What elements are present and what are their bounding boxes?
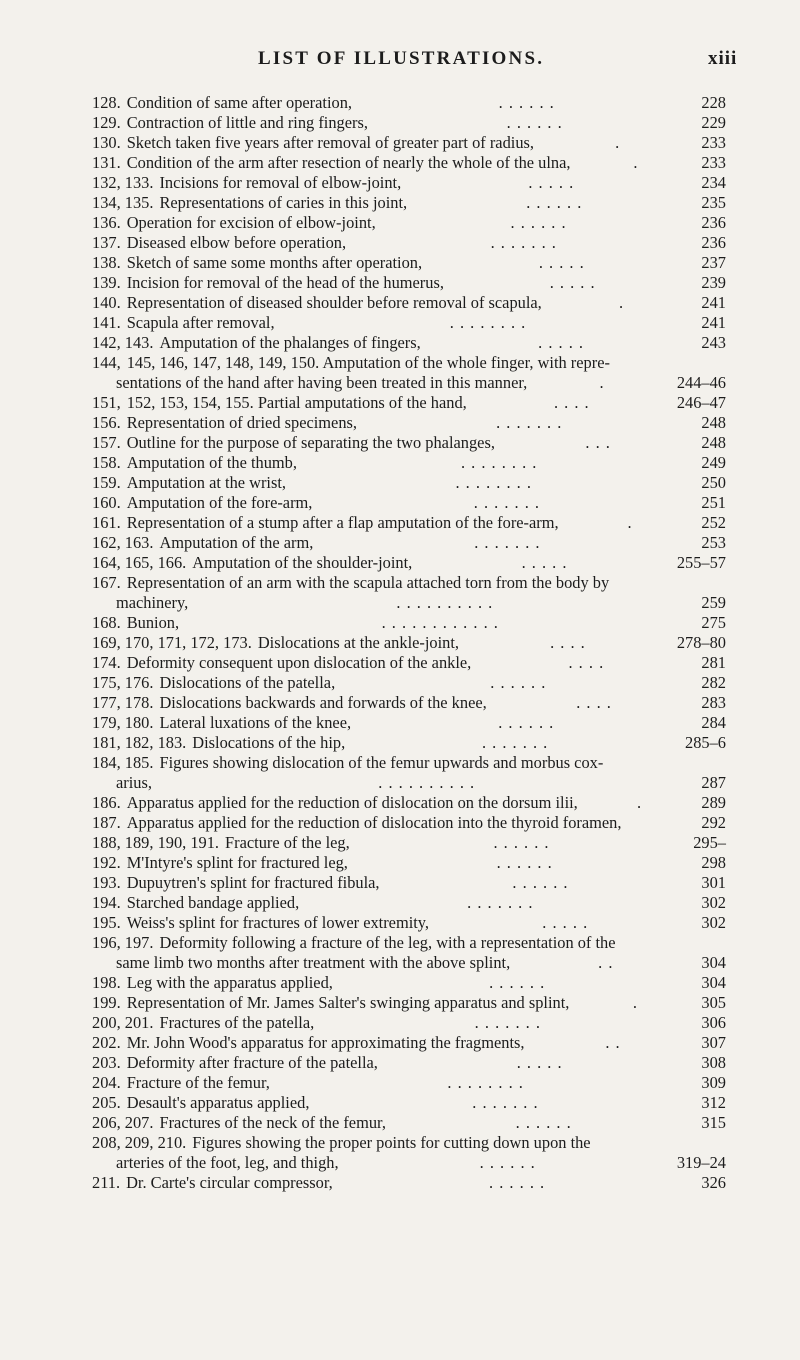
figure-caption: Amputation at the wrist, <box>126 473 287 492</box>
page-reference: 248 <box>701 413 726 432</box>
figure-caption: Operation for excision of elbow-joint, <box>126 213 376 232</box>
figure-caption: Outline for the purpose of separating the two phalanges, <box>126 433 495 452</box>
dot-leader: . . . <box>585 433 611 452</box>
list-item <box>0 413 800 433</box>
figure-caption: Desault's apparatus applied, <box>126 1093 310 1112</box>
list-item <box>0 293 800 313</box>
figure-number: 186. <box>92 793 121 812</box>
list-item <box>0 253 800 273</box>
figure-number: 129. <box>92 113 121 132</box>
figure-number: 159. <box>92 473 121 492</box>
figure-number: 200, 201. <box>92 1013 154 1032</box>
list-item <box>0 333 800 353</box>
dot-leader: . . . . . . . <box>472 1093 539 1112</box>
list-item <box>0 913 800 933</box>
figure-caption: Lateral luxations of the knee, <box>159 713 352 732</box>
figure-number: 211. <box>92 1173 121 1192</box>
list-item <box>0 193 800 213</box>
page-reference: 241 <box>701 313 726 332</box>
list-item <box>0 213 800 233</box>
figure-caption: Dislocations backwards and forwards of the knee, <box>159 693 487 712</box>
list-item <box>0 513 800 533</box>
page-reference: 239 <box>701 273 726 292</box>
figure-caption: Dupuytren's splint for fractured fibula, <box>126 873 380 892</box>
figure-caption: Dislocations at the ankle-joint, <box>257 633 460 652</box>
figure-number: 164, 165, 166. <box>92 553 187 572</box>
figure-caption: Representation of a stump after a flap amputation of the fore-arm, <box>126 513 559 532</box>
figure-caption: Amputation of the arm, <box>159 533 314 552</box>
list-item <box>0 533 800 553</box>
list-item <box>0 173 800 193</box>
figure-caption-continuation: arteries of the foot, leg, and thigh, <box>116 1153 339 1172</box>
page-reference: 246–47 <box>676 393 726 412</box>
figure-caption: Fracture of the leg, <box>225 833 350 852</box>
figure-caption-continuation: same limb two months after treatment with the above splint, <box>116 953 511 972</box>
page-reference: 319–24 <box>676 1153 726 1172</box>
page-reference: 285–6 <box>685 733 726 752</box>
figure-number: 193. <box>92 873 121 892</box>
figure-number: 179, 180. <box>92 713 154 732</box>
list-item <box>0 433 800 453</box>
figure-caption: Representation of dried specimens, <box>126 413 357 432</box>
figure-number: 156. <box>92 413 121 432</box>
figure-number: 162, 163. <box>92 533 154 552</box>
figure-number: 169, 170, 171, 172, 173. <box>92 633 252 652</box>
figure-caption-continuation: arius, <box>116 773 152 792</box>
figure-caption: Figures showing dislocation of the femur upwards and morbus cox- <box>159 753 604 772</box>
list-item <box>0 1013 800 1033</box>
page-reference: 298 <box>701 853 726 872</box>
dot-leader: . . . . . . . . . . <box>378 773 476 792</box>
figure-caption: Sketch taken five years after removal of greater part of radius, <box>126 133 534 152</box>
list-item <box>0 993 800 1013</box>
figure-number: 204. <box>92 1073 121 1092</box>
list-item <box>0 633 800 653</box>
page-reference: 235 <box>701 193 726 212</box>
page-reference: 304 <box>701 953 726 972</box>
list-item <box>0 973 800 993</box>
figure-caption: Fractures of the patella, <box>159 1013 315 1032</box>
dot-leader: . <box>632 993 638 1012</box>
dot-leader: . . . . . . . <box>474 533 541 552</box>
figure-number: 131. <box>92 153 121 172</box>
page-reference: 253 <box>701 533 726 552</box>
page-reference: 289 <box>701 793 726 812</box>
figure-number: 202. <box>92 1033 121 1052</box>
list-item <box>0 853 800 873</box>
page-reference: 307 <box>701 1033 726 1052</box>
figure-caption: Apparatus applied for the reduction of dislocation on the dorsum ilii, <box>126 793 578 812</box>
dot-leader: . . . . <box>553 393 590 412</box>
figure-caption: Amputation of the shoulder-joint, <box>192 553 413 572</box>
page-reference: 236 <box>701 233 726 252</box>
list-item <box>0 273 800 293</box>
dot-leader: . . . . . <box>538 253 585 272</box>
list-item <box>0 353 800 393</box>
page-reference: 283 <box>701 693 726 712</box>
page-reference: 292 <box>701 813 726 832</box>
dot-leader: . <box>615 133 621 152</box>
figure-number: 140. <box>92 293 121 312</box>
figure-caption: Representation of an arm with the scapula attached torn from the body by <box>126 573 610 592</box>
dot-leader: . . . . <box>576 693 612 712</box>
dot-leader: . . . . . <box>516 1053 563 1072</box>
illustrations-list <box>0 93 800 1193</box>
list-item <box>0 313 800 333</box>
figure-number: 134, 135. <box>92 193 154 212</box>
page-reference: 233 <box>701 133 726 152</box>
page-reference: 305 <box>701 993 726 1012</box>
figure-number: 196, 197. <box>92 933 154 952</box>
list-item <box>0 153 800 173</box>
page-reference: 284 <box>701 713 726 732</box>
page-reference: 295– <box>693 833 726 852</box>
page-reference: 287 <box>701 773 726 792</box>
page-reference: 312 <box>701 1093 726 1112</box>
figure-number: 128. <box>92 93 121 112</box>
list-item <box>0 613 800 633</box>
page-reference: 259 <box>701 593 726 612</box>
figure-number: 192. <box>92 853 121 872</box>
figure-number: 206, 207. <box>92 1113 154 1132</box>
figure-caption: Bunion, <box>126 613 180 632</box>
figure-number: 174. <box>92 653 121 672</box>
figure-caption: Apparatus applied for the reduction of dislocation into the thyroid foramen, <box>126 813 622 832</box>
figure-number: 168. <box>92 613 121 632</box>
figure-number: 205. <box>92 1093 121 1112</box>
list-item <box>0 573 800 613</box>
page-reference: 309 <box>701 1073 726 1092</box>
dot-leader: . . <box>598 953 614 972</box>
dot-leader: . . . . . . . . . . . . <box>381 613 499 632</box>
dot-leader: . <box>599 373 605 392</box>
figure-caption: Deformity following a fracture of the leg, with a representation of the <box>159 933 616 952</box>
figure-caption: Fractures of the neck of the femur, <box>159 1113 386 1132</box>
list-item <box>0 673 800 693</box>
figure-number: 144, <box>92 353 121 372</box>
list-item <box>0 933 800 973</box>
figure-number: 181, 182, 183. <box>92 733 187 752</box>
figure-number: 177, 178. <box>92 693 154 712</box>
dot-leader: . . . . . <box>538 333 585 352</box>
page-reference: 228 <box>701 93 726 112</box>
list-item <box>0 1133 800 1173</box>
page-reference: 229 <box>701 113 726 132</box>
dot-leader: . <box>637 793 643 812</box>
dot-leader: . . . . . . . . <box>449 313 527 332</box>
figure-number: 157. <box>92 433 121 452</box>
dot-leader: . . . . . . <box>506 113 563 132</box>
list-item <box>0 793 800 813</box>
figure-number: 208, 209, 210. <box>92 1133 187 1152</box>
list-item <box>0 1173 800 1193</box>
dot-leader: . . . . . . . <box>473 493 541 512</box>
figure-number: 198. <box>92 973 121 992</box>
figure-caption: Fracture of the femur, <box>126 1073 270 1092</box>
page-reference: 302 <box>701 913 726 932</box>
dot-leader: . . . . . . . <box>496 413 563 432</box>
dot-leader: . . . . . . <box>489 1173 546 1192</box>
figure-caption: Amputation of the phalanges of fingers, <box>159 333 421 352</box>
figure-caption-continuation: sentations of the hand after having been treated in this manner, <box>116 373 528 392</box>
list-item <box>0 93 800 113</box>
dot-leader: . . . . . . <box>498 93 555 112</box>
list-item <box>0 713 800 733</box>
dot-leader: . . . . . . . <box>481 733 549 752</box>
list-item <box>0 693 800 713</box>
page-number: xiii <box>708 48 738 69</box>
figure-number: 194. <box>92 893 121 912</box>
list-item <box>0 1093 800 1113</box>
figure-caption: Contraction of little and ring fingers, <box>126 113 368 132</box>
figure-number: 151, <box>92 393 121 412</box>
dot-leader: . . . . . . <box>490 673 547 692</box>
page-reference: 308 <box>701 1053 726 1072</box>
figure-caption: Figures showing the proper points for cutting down upon the <box>192 1133 591 1152</box>
dot-leader: . . . . . <box>528 173 575 192</box>
running-head <box>0 48 800 78</box>
page-reference: 248 <box>701 433 726 452</box>
list-item <box>0 753 800 793</box>
figure-caption: Incision for removal of the head of the humerus, <box>126 273 444 292</box>
figure-number: 195. <box>92 913 121 932</box>
figure-number: 167. <box>92 573 121 592</box>
figure-number: 161. <box>92 513 121 532</box>
page-reference: 236 <box>701 213 726 232</box>
page-reference: 241 <box>701 293 726 312</box>
figure-number: 187. <box>92 813 121 832</box>
figure-caption-continuation: machinery, <box>116 593 189 612</box>
dot-leader: . . . . . . <box>496 853 553 872</box>
figure-number: 188, 189, 190, 191. <box>92 833 220 852</box>
page-reference: 250 <box>701 473 726 492</box>
page-reference: 249 <box>701 453 726 472</box>
figure-caption: Sketch of same some months after operation, <box>126 253 423 272</box>
page-reference: 243 <box>701 333 726 352</box>
page-title: LIST OF ILLUSTRATIONS. <box>258 48 545 69</box>
page-reference: 251 <box>701 493 726 512</box>
figure-number: 203. <box>92 1053 121 1072</box>
figure-caption: 152, 153, 154, 155. Partial amputations of the hand, <box>126 393 467 412</box>
figure-caption: Representations of caries in this joint, <box>159 193 408 212</box>
figure-number: 141. <box>92 313 121 332</box>
list-item <box>0 813 800 833</box>
dot-leader: . . . . . . . <box>490 233 557 252</box>
list-item <box>0 473 800 493</box>
list-item <box>0 1073 800 1093</box>
figure-number: 175, 176. <box>92 673 154 692</box>
page-reference: 237 <box>701 253 726 272</box>
page-reference: 278–80 <box>676 633 726 652</box>
list-item <box>0 393 800 413</box>
dot-leader: . . . . . . <box>498 713 555 732</box>
page-reference: 281 <box>701 653 726 672</box>
figure-caption: Incisions for removal of elbow-joint, <box>159 173 402 192</box>
list-item <box>0 233 800 253</box>
list-item <box>0 113 800 133</box>
dot-leader: . . . . . <box>549 273 596 292</box>
dot-leader: . . . . . . . . <box>455 473 532 492</box>
dot-leader: . <box>627 513 633 532</box>
dot-leader: . <box>633 153 639 172</box>
list-item <box>0 493 800 513</box>
figure-caption: Mr. John Wood's apparatus for approximating the fragments, <box>126 1033 525 1052</box>
dot-leader: . . . . . . . <box>474 1013 541 1032</box>
list-item <box>0 553 800 573</box>
page-reference: 315 <box>701 1113 726 1132</box>
list-item <box>0 453 800 473</box>
list-item <box>0 1053 800 1073</box>
list-item <box>0 733 800 753</box>
figure-caption: Condition of the arm after resection of nearly the whole of the ulna, <box>126 153 571 172</box>
figure-number: 136. <box>92 213 121 232</box>
figure-caption: Diseased elbow before operation, <box>126 233 347 252</box>
figure-caption: Weiss's splint for fractures of lower extremity, <box>126 913 430 932</box>
figure-number: 158. <box>92 453 121 472</box>
figure-caption: Scapula after removal, <box>126 313 275 332</box>
dot-leader: . . . . . <box>542 913 589 932</box>
list-item <box>0 1033 800 1053</box>
dot-leader: . . . . . . <box>510 213 567 232</box>
dot-leader: . . . . . . <box>489 973 546 992</box>
figure-caption: Representation of diseased shoulder before removal of scapula, <box>126 293 542 312</box>
page-reference: 252 <box>701 513 726 532</box>
page-reference: 255–57 <box>676 553 726 572</box>
dot-leader: . . . . . . <box>526 193 583 212</box>
page-reference: 282 <box>701 673 726 692</box>
list-item <box>0 873 800 893</box>
dot-leader: . . <box>605 1033 621 1052</box>
figure-caption: 145, 146, 147, 148, 149, 150. Amputation of the whole finger, with repre- <box>126 353 610 372</box>
dot-leader: . . . . . . <box>515 1113 572 1132</box>
figure-caption: Dislocations of the patella, <box>159 673 336 692</box>
list-item <box>0 893 800 913</box>
page-reference: 233 <box>701 153 726 172</box>
figure-caption: Leg with the apparatus applied, <box>126 973 333 992</box>
figure-number: 132, 133. <box>92 173 154 192</box>
figure-caption: Amputation of the fore-arm, <box>126 493 313 512</box>
figure-caption: Deformity after fracture of the patella, <box>126 1053 378 1072</box>
figure-caption: M'Intyre's splint for fractured leg, <box>126 853 348 872</box>
list-item <box>0 133 800 153</box>
figure-number: 137. <box>92 233 121 252</box>
list-item <box>0 1113 800 1133</box>
dot-leader: . . . . <box>550 633 586 652</box>
figure-number: 184, 185. <box>92 753 154 772</box>
page-reference: 302 <box>701 893 726 912</box>
figure-caption: Condition of same after operation, <box>126 93 352 112</box>
figure-number: 160. <box>92 493 121 512</box>
figure-caption: Starched bandage applied, <box>126 893 300 912</box>
dot-leader: . . . . <box>568 653 605 672</box>
dot-leader: . . . . . . <box>512 873 569 892</box>
figure-number: 142, 143. <box>92 333 154 352</box>
page-reference: 304 <box>701 973 726 992</box>
dot-leader: . . . . . . <box>479 1153 536 1172</box>
dot-leader: . . . . . . . <box>467 893 534 912</box>
page-reference: 301 <box>701 873 726 892</box>
page-reference: 275 <box>701 613 726 632</box>
page-reference: 326 <box>701 1173 726 1192</box>
dot-leader: . . . . . <box>521 553 568 572</box>
dot-leader: . . . . . . . . <box>447 1073 524 1092</box>
dot-leader: . . . . . . . . <box>460 453 538 472</box>
figure-number: 199. <box>92 993 121 1012</box>
page-reference: 234 <box>701 173 726 192</box>
figure-caption: Representation of Mr. James Salter's swinging apparatus and splint, <box>126 993 570 1012</box>
figure-number: 138. <box>92 253 121 272</box>
page-reference: 244–46 <box>676 373 726 392</box>
list-item <box>0 833 800 853</box>
dot-leader: . <box>619 293 625 312</box>
list-item <box>0 653 800 673</box>
figure-caption: Dislocations of the hip, <box>192 733 346 752</box>
figure-caption: Deformity consequent upon dislocation of the ankle, <box>126 653 472 672</box>
dot-leader: . . . . . . . . . . <box>396 593 494 612</box>
dot-leader: . . . . . . <box>493 833 550 852</box>
figure-caption: Dr. Carte's circular compressor, <box>126 1173 333 1192</box>
figure-number: 130. <box>92 133 121 152</box>
figure-caption: Amputation of the thumb, <box>126 453 297 472</box>
figure-number: 139. <box>92 273 121 292</box>
page-reference: 306 <box>701 1013 726 1032</box>
